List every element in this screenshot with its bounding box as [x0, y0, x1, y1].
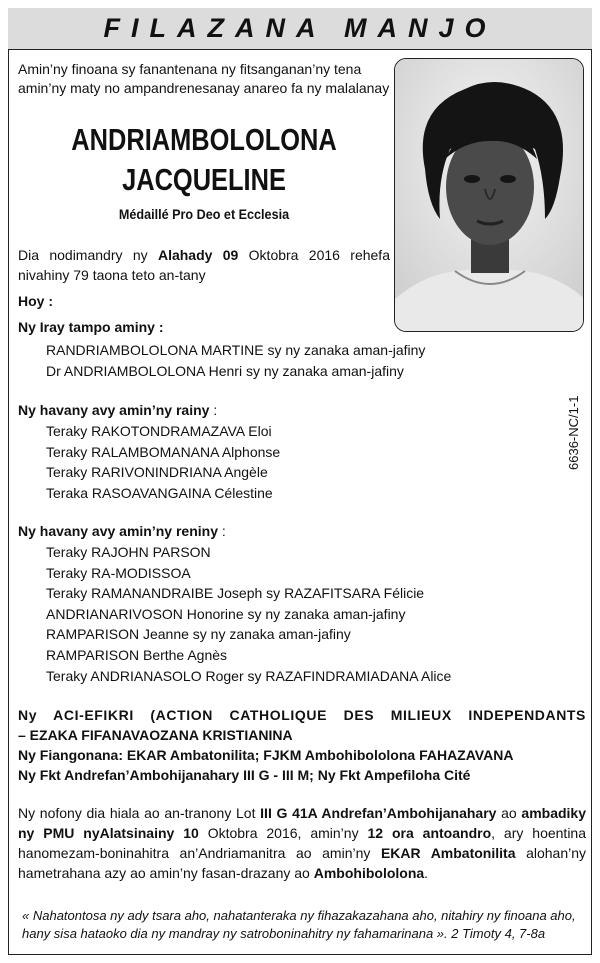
death-day: Alahady 09 — [157, 247, 239, 263]
funeral-time: 12 ora antoandro — [367, 825, 492, 841]
funeral-text: . — [424, 865, 429, 881]
list-item: RANDRIAMBOLOLONA MARTINE sy ny zanaka aman-jafiny — [46, 342, 426, 358]
funeral-text: ao — [496, 805, 522, 821]
mother-side-colon: : — [217, 523, 226, 539]
organizations-line2: – EZAKA FIFANAVAOZANA KRISTIANINA — [18, 727, 293, 743]
list-item: Teraky RAJOHN PARSON — [46, 544, 211, 560]
organizations-line4: Ny Fkt Andrefan’Ambohijanahary III G - III M; Ny Fkt Ampefiloha Cité — [18, 767, 471, 783]
deceased-medal: Médaillé Pro Deo et Ecclesia — [118, 206, 290, 222]
funeral-details — [18, 803, 586, 883]
funeral-date: ambadiky ny PMU nyAlatsinainy 10 — [18, 805, 586, 841]
list-item: Dr ANDRIAMBOLOLONA Henri sy ny zanaka aman-jafiny — [46, 362, 404, 379]
notice-banner — [8, 8, 592, 50]
ad-reference: 6636-NC/1-1 — [566, 395, 581, 470]
list-item: Teraka RASOAVANGAINA Célestine — [46, 484, 273, 501]
deceased-name — [51, 120, 356, 200]
father-side-heading — [18, 402, 217, 418]
list-item: RAMPARISON Jeanne sy ny zanaka aman-jafiny — [46, 626, 351, 643]
deceased-name-line1: ANDRIAMBOLOLONA — [71, 122, 337, 157]
funeral-burial-place: Ambohibololona — [313, 865, 425, 881]
death-notice-text: Dia nodimandry ny — [18, 247, 158, 263]
funeral-text: alohan’ny hametrahana azy ao amin’ny fasan-drazany ao — [18, 845, 587, 881]
list-item: Teraky ANDRIANASOLO Roger sy RAZAFINDRAMIADANA Alice — [46, 667, 452, 684]
list-item: ANDRIANARIVOSON Honorine sy ny zanaka aman-jafiny — [46, 605, 406, 622]
organizations-line1: Ny ACI-EFIKRI (ACTION CATHOLIQUE DES MILIEUX INDEPENDANTS — [18, 707, 586, 723]
children-heading: Ny Iray tampo aminy : — [18, 319, 164, 335]
funeral-text: , ary hoentina hanomezam-boninahitra an’Andriamanitra ao amin’ny — [18, 825, 586, 861]
list-item: Teraky RAKOTONDRAMAZAVA Eloi — [46, 423, 272, 439]
banner-title: FILAZANA MANJO — [103, 13, 497, 43]
list-item: RAMPARISON Berthe Agnès — [46, 646, 228, 663]
organizations-line3: Ny Fiangonana: EKAR Ambatonilita; FJKM Ambohibololona FAHAZAVANA — [18, 747, 514, 763]
list-item: Teraky RALAMBOMANANA Alphonse — [46, 443, 281, 460]
organizations-block — [18, 705, 586, 785]
death-notice-text-2: Oktobra 2016 rehefa nivahiny 79 taona teto an-tany — [18, 247, 390, 283]
portrait-image — [395, 59, 584, 332]
funeral-address: III G 41A Andrefan’Ambohijanahary — [260, 805, 497, 821]
list-item: Teraky RARIVONINDRIANA Angèle — [46, 464, 268, 481]
bible-quote: « Nahatontosa ny ady tsara aho, nahatanteraka ny fihazakazahana aho, nitahiry ny finoana aho, hany sisa hataoko dia ny mandray ny satroboninahitry ny fahamarinana ». 2 Timoty 4, 7-8a — [22, 908, 576, 941]
portrait-photo — [394, 58, 584, 332]
list-item: Teraky RAMANANDRAIBE Joseph sy RAZAFITSARA Félicie — [46, 585, 425, 602]
funeral-text: Ny nofony dia hiala ao an-tranony Lot — [18, 805, 261, 821]
father-side-colon: : — [209, 402, 218, 418]
mother-side-heading-text: Ny havany avy amin’ny reniny — [18, 523, 218, 539]
hoy-label: Hoy : — [18, 293, 53, 309]
funeral-church: EKAR Ambatonilita — [380, 845, 516, 861]
list-item: Teraky RA-MODISSOA — [46, 564, 191, 581]
children-list — [46, 340, 425, 381]
intro-text: Amin’ny finoana sy fanantenana ny fitsanganan’ny tena amin’ny maty no ampandrenesanay anareo fa ny malalanay — [18, 61, 390, 96]
father-side-list — [46, 421, 280, 503]
mother-side-list — [46, 542, 451, 686]
death-notice — [18, 245, 390, 285]
funeral-text: Oktobra 2016, amin’ny — [198, 825, 368, 841]
deceased-name-line2: JACQUELINE — [122, 162, 286, 197]
mother-side-heading — [18, 523, 226, 539]
father-side-heading-text: Ny havany avy amin’ny rainy — [18, 402, 210, 418]
